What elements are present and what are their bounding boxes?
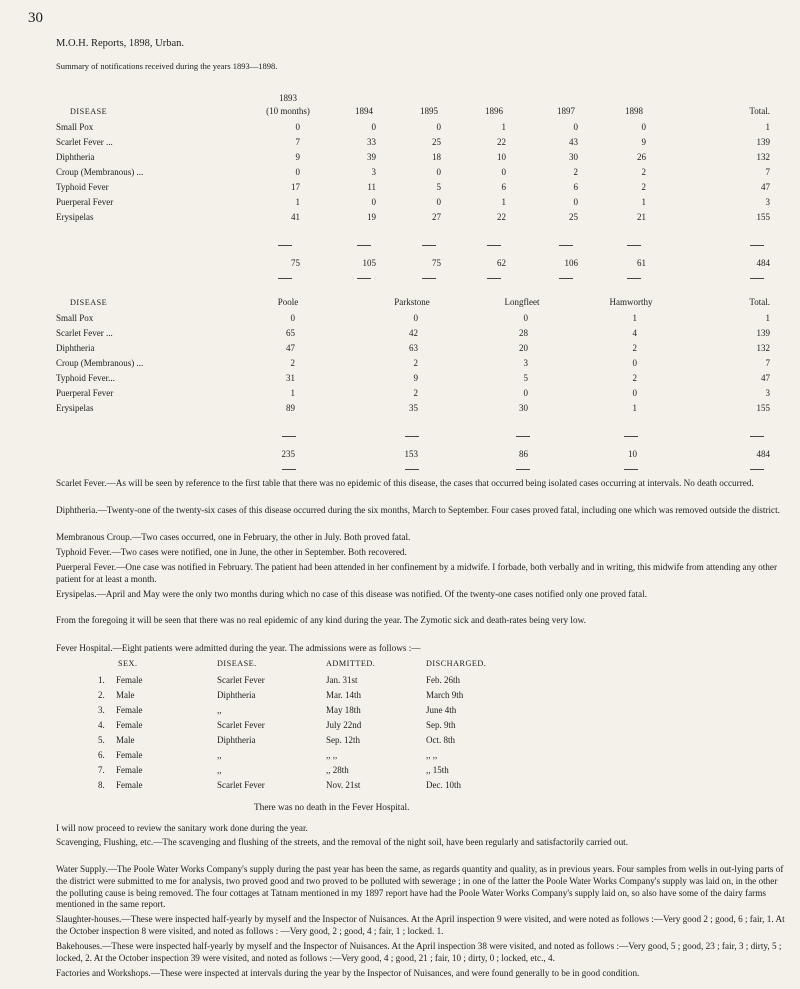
table2-cell: 2 — [413, 358, 418, 368]
table2-row-disease: Scarlet Fever ... — [56, 328, 113, 338]
hospital-header-admitted: ADMITTED. — [326, 659, 376, 668]
table2-total-cell: 153 — [404, 449, 418, 459]
table1-row-disease: Puerperal Fever — [56, 197, 114, 207]
hospital-row-sex: Female — [116, 675, 143, 685]
hospital-row-sex: Female — [116, 720, 143, 730]
table2-cell: 139 — [756, 328, 770, 338]
table2-cell: 1 — [632, 313, 637, 323]
paragraph-sanitary-review: I will now proceed to review the sanitary work done during the year. — [56, 823, 308, 833]
table1-cell: 0 — [573, 122, 578, 132]
table1-cell: 10 — [497, 152, 506, 162]
table2-cell: 1 — [632, 403, 637, 413]
summary-caption: Summary of notifications received during the years 1893—1898. — [56, 61, 278, 71]
table2-row-disease: Croup (Membranous) ... — [56, 358, 144, 368]
hospital-row-sex: Female — [116, 765, 143, 775]
table1-cell: 41 — [291, 212, 300, 222]
table2-cell: 63 — [409, 343, 418, 353]
table1-cell: 0 — [371, 197, 376, 207]
hospital-row-sex: Female — [116, 780, 143, 790]
hospital-row-discharged: June 4th — [426, 705, 457, 715]
paragraph-scarlet-fever: Scarlet Fever.—As will be seen by reference to the first table that there was no epidemic of this disease, the cases that occurred being isolated cases occurring at intervals. No death occurred. — [56, 478, 754, 488]
table1-cell: 0 — [641, 122, 646, 132]
table1-cell: 2 — [641, 182, 646, 192]
paragraph-typhoid-fever: Typhoid Fever.—Two cases were notified, one in June, the other in September. Both recovered. — [56, 547, 407, 557]
table1-header-1898: 1898 — [625, 106, 643, 116]
page-number: 30 — [28, 10, 43, 26]
table2-cell: 0 — [523, 313, 528, 323]
table2-cell: 1 — [290, 388, 295, 398]
table1-total-cell: 61 — [637, 258, 646, 268]
hospital-row-disease: Scarlet Fever — [217, 675, 265, 685]
hospital-row-discharged: Feb. 26th — [426, 675, 461, 685]
table1-cell: 155 — [756, 212, 770, 222]
table1-cell: 22 — [497, 212, 506, 222]
table1-cell: 5 — [436, 182, 441, 192]
table1-cell: 18 — [432, 152, 441, 162]
table2-total-cell: 86 — [519, 449, 528, 459]
hospital-row-disease: ,, — [217, 765, 222, 775]
table1-cell: 6 — [501, 182, 506, 192]
table1-header-1895: 1895 — [420, 106, 438, 116]
table1-row-disease: Erysipelas — [56, 212, 94, 222]
hospital-row-number: 5. — [98, 735, 105, 745]
paragraph-erysipelas: Erysipelas.—April and May were the only two months during which no case of this disease was notified. Of the twenty-one cases notified only one proved fatal. — [56, 589, 647, 599]
table2-cell: 9 — [413, 373, 418, 383]
table1-cell: 0 — [295, 122, 300, 132]
table1-cell: 139 — [756, 137, 770, 147]
table1-header-disease: DISEASE — [70, 107, 108, 116]
hospital-row-number: 8. — [98, 780, 105, 790]
table2-cell: 47 — [761, 373, 770, 383]
hospital-row-disease: ,, — [217, 705, 222, 715]
hospital-row-discharged: ,, 15th — [426, 765, 449, 775]
table2-cell: 7 — [765, 358, 770, 368]
table2-cell: 0 — [632, 358, 637, 368]
table1-header-1894: 1894 — [355, 106, 373, 116]
hospital-footnote: There was no death in the Fever Hospital. — [254, 803, 410, 813]
paragraph-water-supply: Water Supply.—The Poole Water Works Company's supply during the past year has been the same, as regards quantity and quality, as in previous years. Four samples from wells in out-lying parts of the district were submitted to me for analysis, two proved good and two proved to be polluted with sewerage ; in one of the latter the Poole Water Works Company's supply was laid on, in the other the polluting cause is being removed. The four cottages at Tatnam mentioned in my 1897 report have had the Poole Water Works Company's supply laid on, so also have some of the dairy farms mentioned in the same report. — [56, 864, 784, 910]
hospital-row-number: 1. — [98, 675, 105, 685]
hospital-row-admitted: May 18th — [326, 705, 361, 715]
table1-total-cell: 484 — [756, 258, 770, 268]
table1-cell: 0 — [295, 167, 300, 177]
table1-cell: 47 — [761, 182, 770, 192]
hospital-row-sex: Male — [116, 690, 135, 700]
table1-cell: 0 — [371, 122, 376, 132]
table1-cell: 1 — [765, 122, 770, 132]
table1-cell: 11 — [367, 182, 376, 192]
table1-cell: 33 — [367, 137, 376, 147]
table1-total-cell: 62 — [497, 258, 506, 268]
paragraph-diphtheria: Diphtheria.—Twenty-one of the twenty-six cases of this disease occurred during the six months, March to September. Four cases proved fatal, including one which was removed outside the district. — [56, 505, 780, 515]
table2-cell: 3 — [765, 388, 770, 398]
hospital-row-disease: ,, — [217, 750, 222, 760]
table1-cell: 17 — [291, 182, 300, 192]
hospital-row-sex: Male — [116, 735, 135, 745]
table2-cell: 28 — [519, 328, 528, 338]
hospital-row-number: 6. — [98, 750, 105, 760]
table1-cell: 7 — [295, 137, 300, 147]
table1-header-1893: 1893 — [279, 93, 297, 103]
hospital-row-admitted: Jan. 31st — [326, 675, 358, 685]
table1-header-1896: 1896 — [485, 106, 503, 116]
hospital-row-discharged: March 9th — [426, 690, 464, 700]
hospital-row-disease: Scarlet Fever — [217, 720, 265, 730]
table2-row-disease: Diphtheria — [56, 343, 95, 353]
hospital-row-discharged: Dec. 10th — [426, 780, 461, 790]
hospital-row-admitted: ,, 28th — [326, 765, 349, 775]
table2-cell: 5 — [523, 373, 528, 383]
table1-total-cell: 106 — [564, 258, 578, 268]
table2-total-cell: 484 — [756, 449, 770, 459]
table1-header-total: Total. — [749, 106, 770, 116]
hospital-row-discharged: ,, ,, — [426, 750, 438, 760]
table2-row-disease: Erysipelas — [56, 403, 94, 413]
table1-cell: 0 — [573, 197, 578, 207]
table1-cell: 27 — [432, 212, 441, 222]
table1-cell: 1 — [501, 122, 506, 132]
table2-cell: 47 — [286, 343, 295, 353]
table2-cell: 0 — [290, 313, 295, 323]
table1-cell: 39 — [367, 152, 376, 162]
table1-row-disease: Scarlet Fever ... — [56, 137, 113, 147]
table2-header-disease: DISEASE — [70, 298, 108, 307]
table1-cell: 0 — [436, 167, 441, 177]
hospital-row-disease: Diphtheria — [217, 690, 256, 700]
table1-total-cell: 75 — [432, 258, 441, 268]
hospital-row-sex: Female — [116, 705, 143, 715]
table1-cell: 2 — [641, 167, 646, 177]
hospital-row-admitted: Mar. 14th — [326, 690, 361, 700]
table1-cell: 1 — [641, 197, 646, 207]
hospital-row-number: 2. — [98, 690, 105, 700]
table1-cell: 6 — [573, 182, 578, 192]
table2-header-poole: Poole — [277, 297, 299, 307]
hospital-row-discharged: Oct. 8th — [426, 735, 455, 745]
hospital-row-admitted: ,, ,, — [326, 750, 338, 760]
table2-row-disease: Puerperal Fever — [56, 388, 114, 398]
table2-total-cell: 10 — [628, 449, 637, 459]
table1-cell: 1 — [295, 197, 300, 207]
table1-cell: 0 — [436, 197, 441, 207]
table1-header-10-months: (10 months) — [266, 106, 310, 116]
table1-cell: 43 — [569, 137, 578, 147]
table1-cell: 132 — [756, 152, 770, 162]
table2-cell: 2 — [632, 373, 637, 383]
table1-cell: 25 — [569, 212, 578, 222]
hospital-row-admitted: Nov. 21st — [326, 780, 361, 790]
hospital-header-disease: DISEASE. — [217, 659, 257, 668]
table2-cell: 132 — [756, 343, 770, 353]
table1-cell: 9 — [295, 152, 300, 162]
table1-cell: 19 — [367, 212, 376, 222]
table2-header-parkstone: Parkstone — [394, 297, 430, 307]
table1-cell: 7 — [765, 167, 770, 177]
table2-cell: 65 — [286, 328, 295, 338]
paragraph-slaughter-houses: Slaughter-houses.—These were inspected half-yearly by myself and the Inspector of Nuisances. At the April inspection 9 were visited, and were noted as follows :—Very good 2 ; good, 6 ; fair, 1. At the October inspection 8 were visited, and noted as follows : —Very good, 2 ; good, 4 ; fair, 1 ; locked. 1. — [56, 914, 785, 936]
table1-header-1897: 1897 — [557, 106, 575, 116]
table1-row-disease: Diphtheria — [56, 152, 95, 162]
table2-header-hamworthy: Hamworthy — [609, 297, 653, 307]
table2-cell: 35 — [409, 403, 418, 413]
table1-row-disease: Small Pox — [56, 122, 94, 132]
table1-cell: 0 — [501, 167, 506, 177]
hospital-row-number: 3. — [98, 705, 105, 715]
table2-cell: 89 — [286, 403, 295, 413]
table1-cell: 26 — [637, 152, 646, 162]
hospital-header-discharged: DISCHARGED. — [426, 659, 487, 668]
table2-cell: 42 — [409, 328, 418, 338]
table1-row-disease: Typhoid Fever — [56, 182, 109, 192]
table1-cell: 0 — [436, 122, 441, 132]
hospital-row-sex: Female — [116, 750, 143, 760]
table2-cell: 0 — [413, 313, 418, 323]
table1-cell: 9 — [641, 137, 646, 147]
table1-cell: 3 — [765, 197, 770, 207]
table2-row-disease: Small Pox — [56, 313, 94, 323]
hospital-header-sex: SEX. — [118, 659, 138, 668]
table2-cell: 30 — [519, 403, 528, 413]
table1-cell: 30 — [569, 152, 578, 162]
paragraph-membranous-croup: Membranous Croup.—Two cases occurred, one in February, the other in July. Both proved fatal. — [56, 532, 411, 542]
table2-header-total: Total. — [749, 297, 770, 307]
table2-cell: 2 — [632, 343, 637, 353]
paragraph-puerperal-fever: Puerperal Fever.—One case was notified in February. The patient had been attended in her confinement by a midwife. I forbade, both verbally and in writing, this midwife from attending any other patient for at least a month. — [56, 562, 777, 584]
table2-header-longfleet: Longfleet — [504, 297, 540, 307]
table2-cell: 2 — [413, 388, 418, 398]
table2-cell: 2 — [290, 358, 295, 368]
table2-cell: 0 — [632, 388, 637, 398]
hospital-row-admitted: July 22nd — [326, 720, 362, 730]
table1-total-cell: 75 — [291, 258, 300, 268]
table2-cell: 155 — [756, 403, 770, 413]
table2-cell: 1 — [765, 313, 770, 323]
table1-cell: 3 — [371, 167, 376, 177]
hospital-row-number: 7. — [98, 765, 105, 775]
table2-cell: 4 — [632, 328, 637, 338]
hospital-row-discharged: Sep. 9th — [426, 720, 456, 730]
hospital-row-number: 4. — [98, 720, 105, 730]
table2-cell: 31 — [286, 373, 295, 383]
table2-cell: 20 — [519, 343, 528, 353]
table1-cell: 21 — [637, 212, 646, 222]
hospital-row-disease: Scarlet Fever — [217, 780, 265, 790]
hospital-row-admitted: Sep. 12th — [326, 735, 361, 745]
table1-cell: 22 — [497, 137, 506, 147]
paragraph-summary: From the foregoing it will be seen that there was no real epidemic of any kind during the year. The Zymotic sick and death-rates being very low. — [56, 615, 586, 625]
paragraph-fever-hospital: Fever Hospital.—Eight patients were admitted during the year. The admissions were as follows :— — [56, 643, 421, 653]
running-head: M.O.H. Reports, 1898, Urban. — [56, 38, 185, 49]
table2-cell: 0 — [523, 388, 528, 398]
table2-row-disease: Typhoid Fever... — [56, 373, 115, 383]
paragraph-bakehouses: Bakehouses.—These were inspected half-yearly by myself and the Inspector of Nuisances. At the April inspection 38 were visited, and noted as follows :—Very good, 5 ; good, 23 ; fair, 3 ; dirty, 5 ; locked, 2. At the October inspection 39 were visited, and noted as follows :—Very good, 4 ; good, 21 ; fair, 10 ; dirty, 0 ; locked, etc., 4. — [56, 941, 782, 963]
table1-row-disease: Croup (Membranous) ... — [56, 167, 144, 177]
table1-total-cell: 105 — [362, 258, 376, 268]
table2-cell: 3 — [523, 358, 528, 368]
hospital-row-disease: Diphtheria — [217, 735, 256, 745]
table1-cell: 1 — [501, 197, 506, 207]
table1-cell: 2 — [573, 167, 578, 177]
table1-cell: 25 — [432, 137, 441, 147]
paragraph-factories: Factories and Workshops.—These were inspected at intervals during the year by the Inspector of Nuisances, and were found generally to be in good condition. — [56, 968, 640, 978]
paragraph-scavenging: Scavenging, Flushing, etc.—The scavenging and flushing of the streets, and the removal of the night soil, have been regularly and satisfactorily carried out. — [56, 837, 629, 847]
table2-total-cell: 235 — [281, 449, 295, 459]
